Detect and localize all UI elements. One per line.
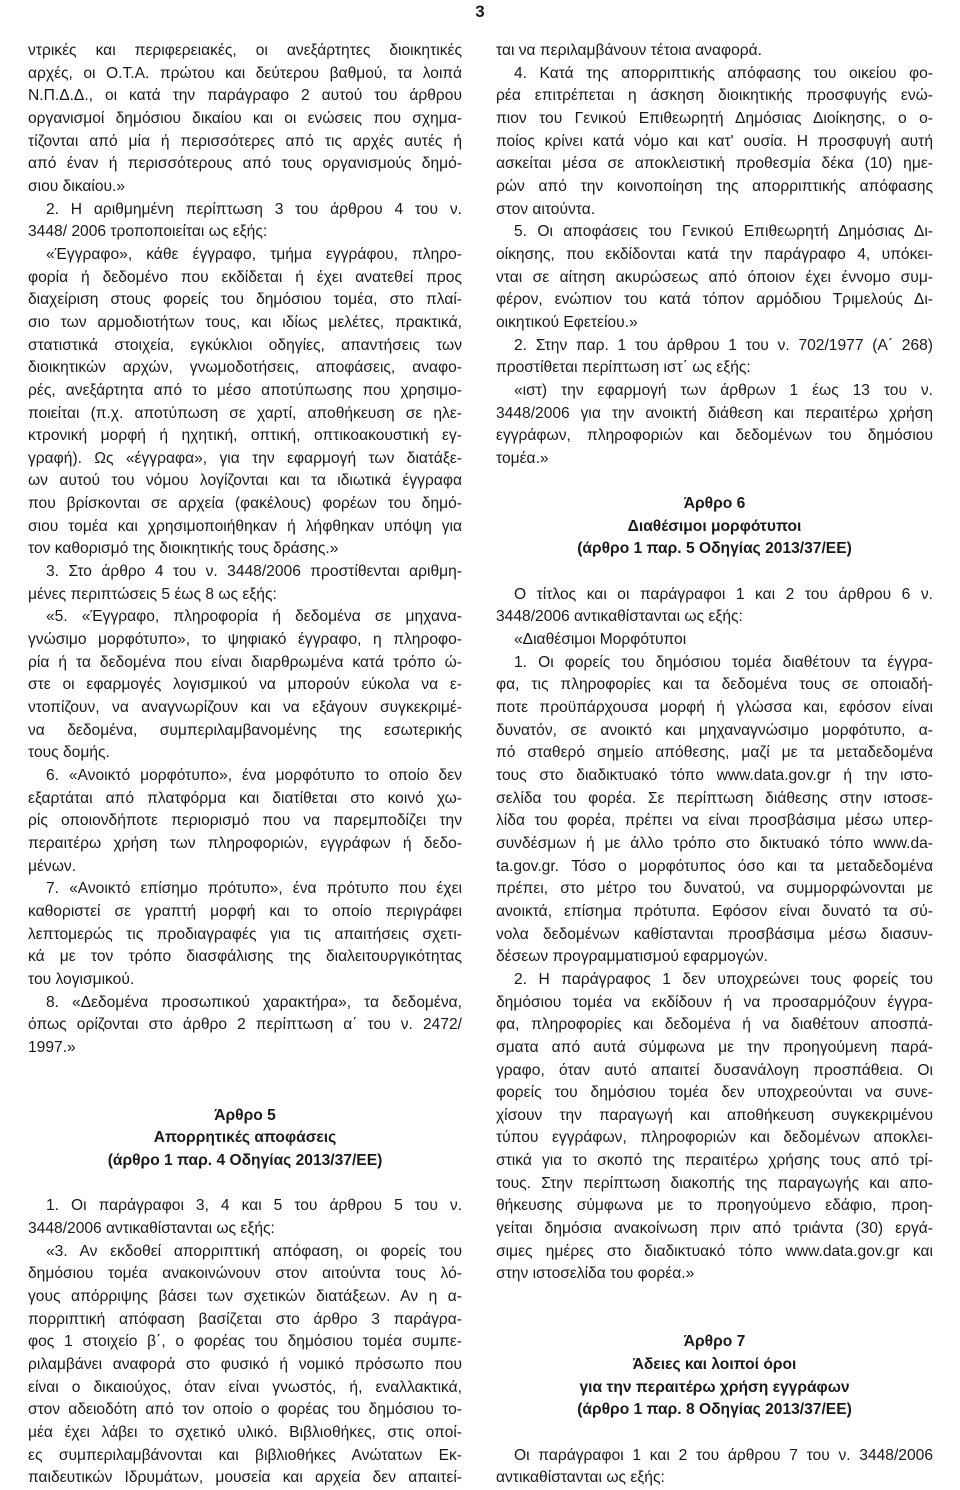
text-line: ανοικτά, επίσημα πρότυπα. Εφόσον είναι δυνατό τα σύ- <box>496 902 933 920</box>
text-line: Ν.Π.Δ.Δ., οι κατά την παράγραφο 2 αυτού του άρθρου <box>28 87 462 105</box>
text-line: σελίδα του φορέα. Σε περίπτωση διάθεσης στην ιστοσε- <box>496 789 933 807</box>
text-line: τομέα.» <box>496 449 549 467</box>
text-line: γραφή). Ως «έγγραφα», για την εφαρμογή των διατάξε- <box>28 449 462 467</box>
text-line: Ο τίτλος και οι παράγραφοι 1 και 2 του άρθρου 6 ν. <box>514 585 933 603</box>
article-heading-line: Άρθρο 5 <box>214 1106 276 1124</box>
paragraph-gap <box>496 1286 933 1309</box>
paragraph-gap <box>496 470 933 493</box>
text-line: που βρίσκονται σε αρχεία (φακέλους) φορέων του δημό- <box>28 495 462 513</box>
text-line: στον αιτούντα. <box>496 200 596 218</box>
text-line: 3448/2006 αντικαθίστανται ως εξής: <box>28 1220 275 1238</box>
text-line: στον αδειοδότη από τον οποίο ο φορέας του δημόσιου το- <box>28 1401 462 1419</box>
text-line: ρών από την κοινοποίηση της απορριπτικής απόφασης <box>496 177 933 195</box>
text-line: τους δομής. <box>28 744 110 762</box>
text-line: σματα από αυτά σύμφωνα με την προηγούμενη παρά- <box>496 1038 933 1056</box>
right-column <box>496 40 933 1490</box>
text-line: γραφο, όταν αυτό απαιτεί δυσανάλογη προσπάθεια. Οι <box>496 1061 933 1079</box>
text-line: 6. «Ανοικτό μορφότυπο», ένα μορφότυπο το οποίο δεν <box>46 767 462 784</box>
page-number: 3 <box>475 2 485 21</box>
text-line: 3448/ 2006 τροποποιείται ως εξής: <box>28 223 268 241</box>
text-line: πιον του Γενικού Επιθεωρητή Δημόσιας Διοίκησης, ο ο- <box>496 109 933 127</box>
text-line: του λογισμικού. <box>28 970 135 988</box>
text-line: διοικητικών αρχών, γνωμοδοτήσεις, αποφάσεις, αναφο- <box>28 359 462 377</box>
text-line: στην ιστοσελίδα του φορέα.» <box>496 1265 695 1283</box>
article-heading-line: Άρθρο 6 <box>683 495 746 513</box>
text-line: φορία ή δεδομένο που εκδίδεται ή έχει ανατεθεί προς <box>28 268 462 286</box>
text-line: δημόσιου τομέα να εκδίδουν ή να προσαρμόζουν έγγρα- <box>496 993 933 1011</box>
text-line: «ιστ) την εφαρμογή των άρθρων 1 έως 13 του ν. <box>514 381 933 399</box>
text-line: 8. «Δεδομένα προσωπικού χαρακτήρα», τα δεδομένα, <box>46 993 462 1011</box>
paragraph-gap <box>496 561 933 584</box>
text-line: ποιείται (π.χ. αποτύπωση σε χαρτί, αποθήκευση σε ηλε- <box>28 404 462 422</box>
paragraph-gap <box>496 1309 933 1332</box>
text-line: είναι ο δικαιούχος, όταν είναι γνωστός, ή, εναλλακτικά, <box>28 1378 462 1396</box>
text-line: προστίθεται περίπτωση ιστ΄ ως εξής: <box>496 359 751 377</box>
article-heading-line: Διαθέσιμοι μορφότυποι <box>627 517 802 535</box>
text-line: δέσεων προγραμματισμού εφαρμογών. <box>496 948 768 966</box>
text-line: 3448/2006 για την ανοικτή διάθεση και περαιτέρω χρήση <box>496 404 933 422</box>
text-line: 7. «Ανοικτό επίσημο πρότυπο», ένα πρότυπο που έχει <box>46 880 462 898</box>
text-line: 1. Οι φορείς του δημόσιου τομέα διαθέτουν τα έγγρα- <box>514 653 933 671</box>
text-line: ριλαμβάνει αναφορά στο φυσικό ή νομικό πρόσωπο που <box>28 1356 462 1374</box>
text-line: οργανισμοί δημόσιου δικαίου και οι ενώσεις που σχημα- <box>28 109 462 127</box>
text-line: ες συμπεριλαμβάνονται και βιβλιοθήκες Ανώτατων Εκ- <box>28 1446 462 1464</box>
text-line: σιο των αρμοδιοτήτων τους, και ιδίως μελέτες, πρακτικά, <box>28 313 462 331</box>
text-line: πό σταθερό σημείο απόθεσης, μαζί με τα μεταδεδομένα <box>496 744 933 762</box>
text-line: λίδα του φορέα, πρέπει να είναι προσβάσιμα μέσω υπερ- <box>496 812 933 830</box>
text-line: νολα δεδομένων καθίστανται προσβάσιμα μέσω διασυν- <box>496 925 933 943</box>
text-line: 2. Η αριθμημένη περίπτωση 3 του άρθρου 4 του ν. <box>46 200 462 218</box>
text-line: «Διαθέσιμοι Μορφότυποι <box>514 631 687 649</box>
text-line: φορείς του δημόσιου τομέα δεν υποχρεούνται να συνε- <box>496 1084 933 1102</box>
article-heading-line: Απορρητικές αποφάσεις <box>153 1129 337 1147</box>
article-heading-line: (άρθρο 1 παρ. 5 Οδηγίας 2013/37/ΕΕ) <box>577 540 852 558</box>
text-line: τους στο διαδικτυακό τόπο www.data.gov.gr ή την ιστο- <box>496 766 933 784</box>
paragraph-gap <box>28 1173 462 1196</box>
text-line: θήκευσης σύμφωνα με το προηγούμενο εδάφιο, προη- <box>496 1197 933 1215</box>
article-heading-line: Άδειες και λοιποί όροι <box>632 1356 797 1373</box>
text-line: οίκησης, που εκδίδονται κατά την παράγραφο 4, υπόκει- <box>496 245 933 263</box>
text-line: όπως ορίζονται στο άρθρο 2 περίπτωση α΄ του ν. 2472/ <box>28 1016 462 1034</box>
text-line: τύπου εγγράφων, πληροφοριών και δεδομένων αποκλει- <box>496 1129 933 1147</box>
text-line: εγγράφων, πληροφοριών και δεδομένων του δημόσιου <box>496 427 933 445</box>
text-line: ta.gov.gr. Τόσο ο μορφότυπος όσο και τα μεταδεδομένα <box>496 857 933 875</box>
text-line: 3. Στο άρθρο 4 του ν. 3448/2006 προστίθενται αριθμη- <box>46 563 462 581</box>
text-line: ων αυτού του νόμου λογίζονται και τα ιδιωτικά έγγραφα <box>28 472 462 490</box>
text-line: να δεδομένα, συμπεριλαμβανομένης της εσωτερικής <box>28 721 462 739</box>
text-line: πορριπτική απόφαση βασίζεται στο άρθρο 3 παράγρα- <box>28 1310 462 1328</box>
text-line: φα, πληροφορίες και δεδομένα ή να διαθέτουν αποσπά- <box>496 1016 933 1034</box>
text-line: ρές, ανεξάρτητα από το μέσο αποτύπωσης που χρησιμο- <box>28 381 462 399</box>
text-line: τον καθορισμό της διοικητικής τους δράσης.» <box>28 540 339 558</box>
text-line: «5. «Έγγραφο, πληροφορία ή δεδομένα σε μηχανα- <box>46 608 462 626</box>
text-line: γους απόρριψης βάσει των σχετικών διατάξεων. Αν η α- <box>28 1288 462 1306</box>
paragraph-gap <box>28 1060 462 1083</box>
text-line: φος 1 στοιχείο β΄, ο φορέας του δημόσιου τομέα συμπε- <box>28 1333 462 1351</box>
text-line: μένες περιπτώσεις 5 έως 8 ως εξής: <box>28 585 277 603</box>
text-line: «3. Αν εκδοθεί απορριπτική απόφαση, οι φορείς του <box>46 1242 462 1260</box>
text-line: ντρικές και περιφερειακές, οι ανεξάρτητες διοικητικές <box>28 42 462 59</box>
text-line: ποίος κρίνει κατά νόμο και κατ' ουσία. Η προσφυγή αυτή <box>496 132 933 150</box>
text-line: «Έγγραφο», κάθε έγγραφο, τμήμα εγγράφου, πληρο- <box>46 245 462 263</box>
text-line: μέα έχει λάβει το σχετικό υλικό. Βιβλιοθήκες, στις οποί- <box>28 1423 462 1441</box>
text-line: σιου δικαίου.» <box>28 177 126 195</box>
text-line: 3448/2006 αντικαθίστανται ως εξής: <box>496 608 743 626</box>
text-line: στατιστικά στοιχεία, εγκύκλιοι οδηγίες, απαντήσεις των <box>28 336 462 354</box>
left-column <box>28 40 462 1490</box>
text-line: τίζονται από μία ή περισσότερες από τις αρχές αυτές ή <box>28 132 462 150</box>
text-line: τους. Στην περίπτωση διακοπής της παραγωγής και απο- <box>496 1174 933 1192</box>
article-heading-line: (άρθρο 1 παρ. 8 Οδηγίας 2013/37/ΕΕ) <box>577 1401 852 1419</box>
article-heading-line: (άρθρο 1 παρ. 4 Οδηγίας 2013/37/ΕΕ) <box>107 1152 383 1170</box>
text-line: παιδευτικών Ιδρυμάτων, μουσεία και αρχεία δεν απαιτεί- <box>28 1469 462 1487</box>
text-line: 2. Η παράγραφος 1 δεν υποχρεώνει τους φορείς του <box>514 970 933 988</box>
text-line: εξαρτάται από πλατφόρμα και διατίθεται στο κοινό χω- <box>28 789 462 807</box>
text-line: αρχές, οι Ο.Τ.Α. πρώτου και δεύτερου βαθμού, τα λοιπά <box>28 64 462 82</box>
text-line: 1. Οι παράγραφοι 3, 4 και 5 του άρθρου 5 του ν. <box>46 1197 462 1215</box>
article-heading-line: για την περαιτέρω χρήση εγγράφων <box>579 1378 850 1396</box>
text-line: ντοπίζουν, να αναγνωρίζουν και να εξάγουν συγκεκριμέ- <box>28 699 462 717</box>
text-line: στικά για το σκοπό της περαιτέρω χρήσης τους από τρί- <box>496 1152 933 1170</box>
text-line: φα, τις πληροφορίες και τα δεδομένα τους σε οποιαδή- <box>496 676 933 694</box>
text-line: Οι παράγραφοι 1 και 2 του άρθρου 7 του ν. 3448/2006 <box>514 1446 933 1464</box>
text-line: νται σε αίτηση ακυρώσεως από όποιον έχει έννομο συμ- <box>496 268 933 286</box>
paragraph-gap <box>28 1082 462 1105</box>
text-line: ρέα επιτρέπεται η άσκηση διοικητικής προσφυγής ενώ- <box>496 87 933 105</box>
text-line: 1997.» <box>28 1038 76 1056</box>
text-line: ασκείται μέσα σε αποκλειστική προθεσμία δέκα (10) ημε- <box>496 155 933 173</box>
text-line: μένων. <box>28 857 77 875</box>
text-line: διαχείριση στους φορείς του δημόσιου τομέα, στο πλαί- <box>28 291 462 309</box>
text-line: ρίς οποιονδήποτε περιορισμό που να παρεμποδίζει την <box>28 812 462 830</box>
text-line: γείται δημόσια ανακοίνωση πριν από τριάντα (30) εργά- <box>496 1220 933 1238</box>
text-line: περαιτέρω χρήση των πληροφοριών, εγγράφων ή δεδο- <box>28 834 462 852</box>
text-line: κά με τον τρόπο διασφάλισης της διαλειτουργικότητας <box>28 948 462 966</box>
text-line: ποτε προϋπάρχουσα μορφή ή γλώσσα και, εφόσον είναι <box>496 699 933 716</box>
text-line: χίσουν την παραγωγή και αποθήκευση συγκεκριμένου <box>496 1106 933 1124</box>
text-line: από έναν ή περισσότερους από τους οργανισμούς δημό- <box>28 155 462 173</box>
text-line: συνδέσμων ή με άλλο τρόπο στο δικτυακό τόπο www.da- <box>496 834 933 852</box>
text-line: γνώσιμο μορφότυπο», το ψηφιακό έγγραφο, η πληροφο- <box>28 631 462 649</box>
text-line: στε οι εφαρμογές λογισμικού να μπορούν εύκολα να ε- <box>28 676 462 694</box>
article-heading-line: Άρθρο 7 <box>683 1333 746 1351</box>
paragraph-gap <box>496 1422 933 1445</box>
text-line: αντικαθίστανται ως εξής: <box>496 1469 665 1487</box>
text-line: σιου τομέα και χρησιμοποιήθηκαν ή λήφθηκαν υπόψη για <box>28 517 462 535</box>
text-line: κτρονική μορφή ή ηχητική, οπτική, οπτικοακουστική εγ- <box>28 427 462 445</box>
text-line: λεπτομερώς τις προδιαγραφές για τις απαιτήσεις σχετι- <box>28 925 462 943</box>
text-line: φέρον, ενώπιον του κατά τόπον αρμόδιου Τριμελούς Δι- <box>496 291 933 309</box>
text-line: 5. Οι αποφάσεις του Γενικού Επιθεωρητή Δημόσιας Δι- <box>514 223 933 241</box>
text-line: δημόσιου τομέα ανακοινώνουν στον αιτούντα τους λό- <box>28 1265 462 1283</box>
text-line: 4. Κατά της απορριπτικής απόφασης του οικείου φο- <box>514 64 933 82</box>
text-line: δυνατόν, σε ανοικτό και μηχαναγνώσιμο μορφότυπο, α- <box>496 721 933 739</box>
text-line: πρέπει, στο μέτρο του δυνατού, να συμμορφώνονται με <box>496 880 933 898</box>
text-line: ται να περιλαμβάνουν τέτοια αναφορά. <box>496 42 762 59</box>
text-line: 2. Στην παρ. 1 του άρθρου 1 του ν. 702/1977 (Α΄ 268) <box>514 336 933 354</box>
text-line: οικητικού Εφετείου.» <box>496 313 638 331</box>
text-line: σιμες ημέρες στο διαδικτυακό τόπο www.data.gov.gr και <box>496 1242 933 1260</box>
text-line: ρία ή τα δεδομένα που είναι διαρθρωμένα κατά τρόπο ώ- <box>28 653 462 671</box>
text-line: καθοριστεί σε γραπτή μορφή και το οποίο περιγράφει <box>28 902 462 920</box>
